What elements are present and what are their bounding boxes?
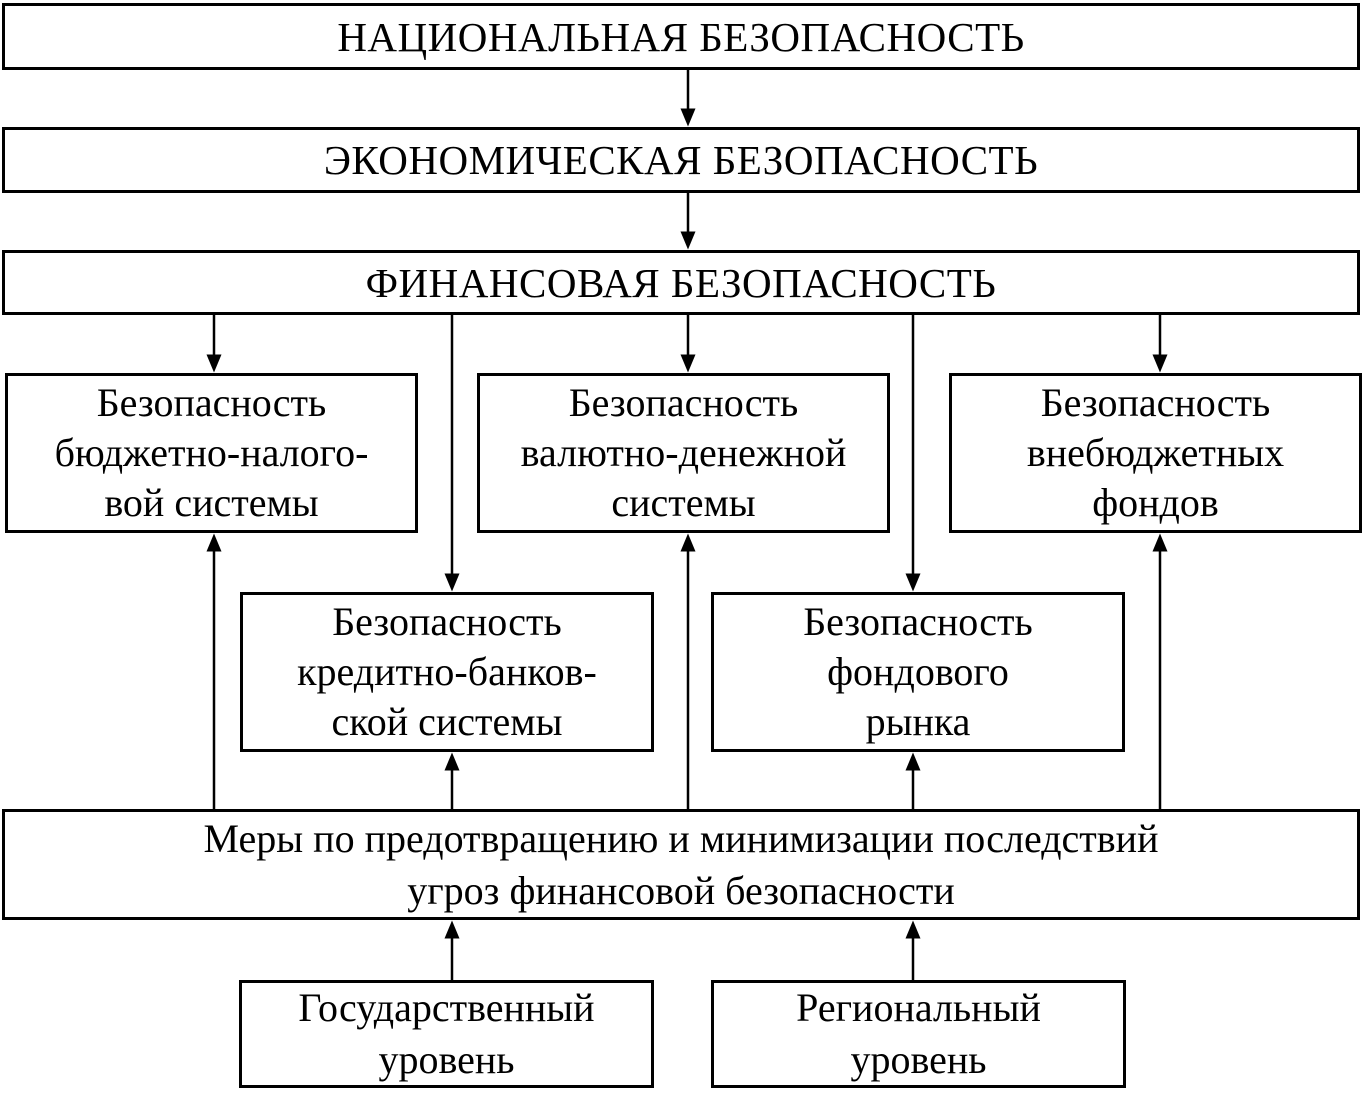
node-label-line: Безопасность <box>568 380 799 425</box>
node-label-line: Меры по предотвращению и минимизации последствий <box>203 815 1159 861</box>
node-label-line: рынка <box>865 699 971 744</box>
node-label-line: Безопасность <box>96 380 327 425</box>
node-economic-security <box>2 127 1360 193</box>
node-label-line: Безопасность <box>1040 380 1271 425</box>
node-label-line: угроз финансовой безопасности <box>407 867 955 913</box>
node-label-line: Безопасность <box>803 599 1033 644</box>
node-label-line: уровень <box>378 1037 515 1082</box>
node-label-line: вой системы <box>104 480 319 525</box>
node-extrabudgetary-funds-security <box>949 373 1362 533</box>
node-budget-tax-system-security <box>5 373 418 533</box>
node-label: ЭКОНОМИЧЕСКАЯ БЕЗОПАСНОСТЬ <box>323 137 1039 183</box>
node-label-line: Государственный <box>298 985 595 1030</box>
node-state-level <box>239 980 654 1088</box>
node-label: НАЦИОНАЛЬНАЯ БЕЗОПАСНОСТЬ <box>337 13 1025 60</box>
node-threat-prevention-measures <box>2 809 1360 920</box>
node-label-line: фондового <box>827 649 1009 694</box>
node-financial-security <box>2 250 1360 315</box>
node-credit-banking-system-security <box>240 592 654 752</box>
node-currency-monetary-system-security <box>477 373 890 533</box>
node-label-line: фондов <box>1092 480 1219 525</box>
node-label-line: Безопасность <box>332 599 562 644</box>
node-label-line: бюджетно-налого- <box>54 430 369 475</box>
node-label-line: внебюджетных <box>1026 430 1285 475</box>
node-label: ФИНАНСОВАЯ БЕЗОПАСНОСТЬ <box>365 259 997 306</box>
node-national-security <box>2 3 1360 70</box>
node-label-line: системы <box>611 480 756 525</box>
node-regional-level <box>711 980 1126 1088</box>
node-label-line: кредитно-банков- <box>297 649 597 694</box>
node-label-line: валютно-денежной <box>520 430 847 475</box>
node-label-line: ской системы <box>331 699 563 744</box>
node-stock-market-security <box>711 592 1125 752</box>
node-label-line: Региональный <box>796 985 1041 1030</box>
node-label-line: уровень <box>850 1037 987 1082</box>
